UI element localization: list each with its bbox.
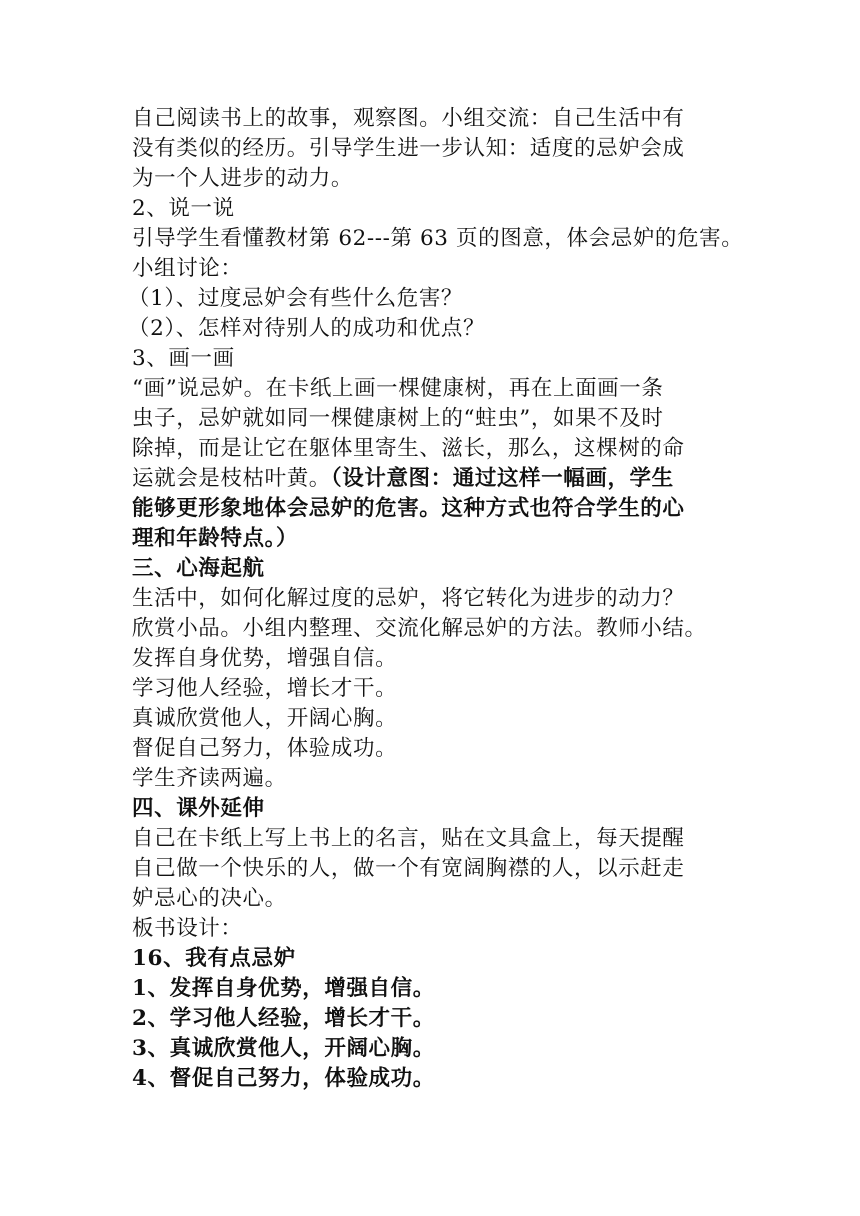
- text-segment: 运就会是枝枯叶黄。: [132, 466, 331, 491]
- text-line: 自己在卡纸上写上书上的名言，贴在文具盒上，每天提醒: [132, 826, 685, 851]
- text-line: 除掉，而是让它在躯体里寄生、滋长，那么，这棵树的命: [132, 436, 685, 461]
- text-line: 引导学生看懂教材第 62---第 63 页的图意，体会忌妒的危害。: [132, 226, 744, 251]
- text-line: 生活中，如何化解过度的忌妒，将它转化为进步的动力？: [132, 586, 685, 611]
- design-intent-text: 理和年龄特点。）: [132, 526, 299, 551]
- board-item: 2、学习他人经验，增长才干。: [132, 1006, 435, 1031]
- design-intent-text: 能够更形象地体会忌妒的危害。这种方式也符合学生的心: [132, 496, 685, 521]
- board-item: 3、真诚欣赏他人，开阔心胸。: [132, 1036, 435, 1061]
- text-line: 自己做一个快乐的人，做一个有宽阔胸襟的人，以示赶走: [132, 856, 685, 881]
- document-page: [128, 104, 772, 1094]
- list-item: （1）、过度忌妒会有些什么危害？: [128, 286, 464, 311]
- section-heading: 2、说一说: [132, 196, 235, 221]
- text-line: 欣赏小品。小组内整理、交流化解忌妒的方法。教师小结。: [132, 616, 707, 641]
- text-line: 学习他人经验，增长才干。: [132, 676, 398, 701]
- text-line: 发挥自身优势，增强自信。: [132, 646, 398, 671]
- text-line: [132, 464, 772, 494]
- section-heading: 3、画一画: [132, 346, 235, 371]
- text-line: 没有类似的经历。引导学生进一步认知：适度的忌妒会成: [132, 136, 685, 161]
- design-intent-text: （设计意图：通过这样一幅画，学生: [330, 466, 674, 491]
- text-line: 板书设计：: [132, 916, 243, 941]
- board-item: 1、发挥自身优势，增强自信。: [132, 976, 435, 1001]
- section-heading: 三、心海起航: [132, 556, 265, 581]
- text-line: 真诚欣赏他人，开阔心胸。: [132, 706, 398, 731]
- text-line: 督促自己努力，体验成功。: [132, 736, 398, 761]
- text-line: 妒忌心的决心。: [132, 886, 287, 911]
- text-line: 自己阅读书上的故事，观察图。小组交流：自己生活中有: [132, 106, 685, 131]
- list-item: （2）、怎样对待别人的成功和优点？: [128, 316, 486, 341]
- text-line: 为一个人进步的动力。: [132, 166, 354, 191]
- text-line: 虫子，忌妒就如同一棵健康树上的“蛀虫”，如果不及时: [132, 406, 664, 431]
- text-line: 小组讨论：: [132, 256, 243, 281]
- section-heading: 四、课外延伸: [132, 796, 265, 821]
- text-line: “画”说忌妒。在卡纸上画一棵健康树，再在上面画一条: [132, 376, 664, 401]
- board-title: 16、我有点忌妒: [132, 946, 296, 971]
- board-item: 4、督促自己努力，体验成功。: [132, 1066, 435, 1091]
- text-line: 学生齐读两遍。: [132, 766, 287, 791]
